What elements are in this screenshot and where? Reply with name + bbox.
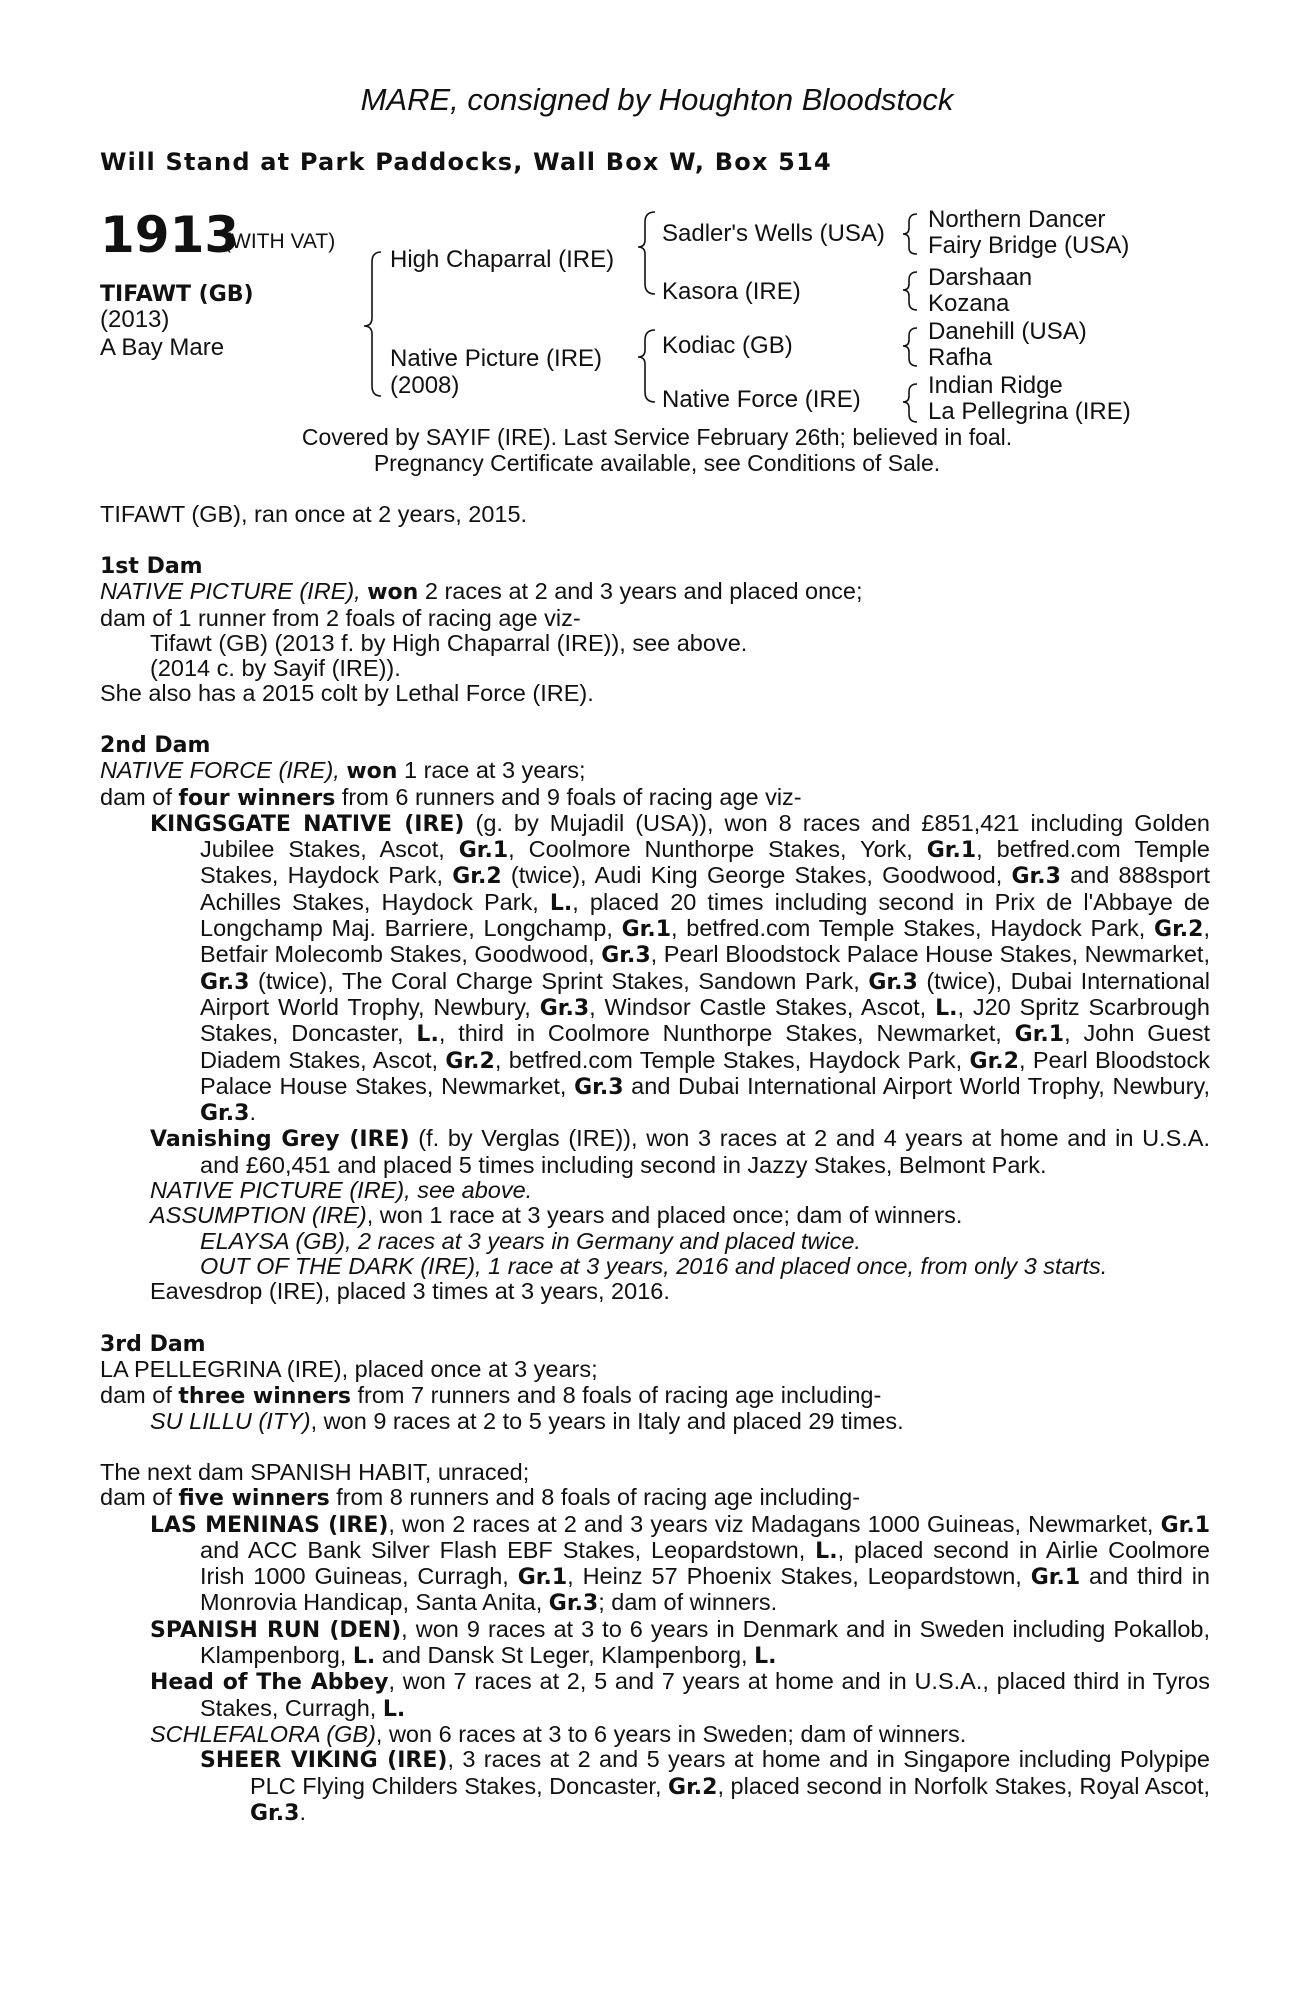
- ped-dam-dam: Native Force (IRE): [662, 386, 861, 413]
- dam-name: NATIVE FORCE (IRE): [100, 757, 334, 784]
- progeny-schlefalora: SCHLEFALORA (GB), won 6 races at 3 to 6 years in Sweden; dam of winners.: [150, 1720, 967, 1747]
- ped-ddd: La Pellegrina (IRE): [928, 398, 1131, 425]
- first-dam-progeny-2: (2014 c. by Sayif (IRE)).: [150, 655, 401, 682]
- first-dam-line-1: NATIVE PICTURE (IRE), won 2 races at 2 and 3 years and placed once;: [100, 578, 863, 606]
- horse-description: A Bay Mare: [100, 334, 225, 361]
- ped-sdd: Kozana: [928, 290, 1010, 317]
- dd-brace: [903, 384, 917, 422]
- covered-line-1: Covered by SAYIF (IRE). Last Service February 26th; believed in foal.: [301, 424, 1013, 450]
- third-dam-section: [100, 1332, 1210, 1434]
- page-title: MARE, consigned by Houghton Bloodstock: [360, 82, 954, 117]
- sd-brace: [903, 272, 917, 310]
- progeny-head-of-the-abbey: Head of The Abbey, won 7 races at 2, 5 and 7 years at home and in U.S.A., placed third in Tyros Stakes, Curragh, L.: [150, 1668, 1210, 1722]
- progeny-kingsgate-native: KINGSGATE NATIVE (IRE) (g. by Mujadil (USA)), won 8 races and £851,421 including Golden Jubilee Stakes, Ascot, Gr.1, Coolmore Nunthorpe Stakes, York, Gr.1, betfred.com Temple Stakes, Haydock Park, Gr.2 (twice), Audi King George Stakes, Goodwood, Gr.3 and 888sport Achilles Stakes, Haydock Park, L., placed 20 times including second in Prix de l'Abbaye de Longchamp Maj. Barriere, Longchamp, Gr.1, betfred.com Temple Stakes, Haydock Park, Gr.2, Betfair Molecomb Stakes, Goodwood, Gr.3, Pearl Bloodstock Palace House Stakes, Newmarket, Gr.3 (twice), The Coral Charge Sprint Stakes, Sandown Park, Gr.3 (twice), Dubai International Airport World Trophy, Newbury, Gr.3, Windsor Castle Stakes, Ascot, L., J20 Spritz Scarbrough Stakes, Doncaster, L., third in Coolmore Nunthorpe Stakes, Newmarket, Gr.1, John Guest Diadem Stakes, Ascot, Gr.2, betfred.com Temple Stakes, Haydock Park, Gr.2, Pearl Bloodstock Palace House Stakes, Newmarket, Gr.3 and Dubai International Airport World Trophy, Newbury, Gr.3.: [150, 809, 1210, 1127]
- progeny-out-of-the-dark: OUT OF THE DARK (IRE), 1 race at 3 years, 2016 and placed once, from only 3 starts.: [200, 1252, 1108, 1279]
- ped-dss: Danehill (USA): [928, 318, 1087, 345]
- progeny-assumption: ASSUMPTION (IRE), won 1 race at 3 years and placed once; dam of winners.: [150, 1202, 963, 1229]
- second-dam-heading: 2nd Dam: [100, 733, 211, 758]
- third-dam-line-2: dam of three winners from 7 runners and 8 foals of racing age including-: [100, 1381, 882, 1409]
- ds-brace: [903, 328, 917, 366]
- ped-sds: Darshaan: [928, 264, 1033, 291]
- next-dam-line-2: dam of five winners from 8 runners and 8 foals of racing age including-: [100, 1484, 861, 1512]
- intro-text: TIFAWT (GB), ran once at 2 years, 2015.: [100, 501, 528, 527]
- ss-brace: [903, 214, 917, 254]
- progeny-spanish-run: SPANISH RUN (DEN), won 9 races at 3 to 6 years in Denmark and in Sweden including Pokallob, Klampenborg, L. and Dansk St Leger, Klampenborg, L.: [150, 1615, 1210, 1670]
- next-dam-line-1: The next dam SPANISH HABIT, unraced;: [100, 1459, 530, 1485]
- first-dam-line-2: dam of 1 runner from 2 foals of racing age viz-: [100, 604, 581, 631]
- ped-dam: Native Picture (IRE): [390, 345, 603, 372]
- second-dam-line-2: dam of four winners from 6 runners and 9 foals of racing age viz-: [100, 783, 802, 811]
- ped-dam-year: (2008): [390, 372, 460, 399]
- progeny-elaysa: ELAYSA (GB), 2 races at 3 years in Germany and placed twice.: [200, 1227, 861, 1254]
- ped-dds: Indian Ridge: [928, 372, 1063, 399]
- first-dam-line-5: She also has a 2015 colt by Lethal Force (IRE).: [100, 680, 594, 707]
- progeny-native-picture: NATIVE PICTURE (IRE), see above.: [150, 1177, 533, 1204]
- covered-line-2: Pregnancy Certificate available, see Conditions of Sale.: [373, 450, 941, 476]
- first-dam-heading: 1st Dam: [100, 554, 203, 579]
- progeny-vanishing-grey: Vanishing Grey (IRE) (f. by Verglas (IRE)), won 3 races at 2 and 4 years at home and in U.S.A. and £60,451 and placed 5 times including second in Jazzy Stakes, Belmont Park.: [150, 1125, 1210, 1178]
- race-record-intro: [100, 502, 1210, 527]
- ped-dam-sire: Kodiac (GB): [662, 332, 793, 359]
- dam-brace: [638, 330, 655, 402]
- third-dam-line-1: LA PELLEGRINA (IRE), placed once at 3 years;: [100, 1356, 598, 1383]
- second-dam-section: [100, 733, 1210, 1305]
- stand-location: Will Stand at Park Paddocks, Wall Box W, Box 514: [100, 148, 832, 176]
- second-dam-line-1: NATIVE FORCE (IRE), won 1 race at 3 years;: [100, 757, 586, 785]
- lot-number: 1913: [100, 206, 240, 264]
- sire-brace: [638, 212, 655, 294]
- pedigree-braces: [0, 0, 1314, 440]
- ped-sire-dam: Kasora (IRE): [662, 278, 801, 305]
- vat-note: (WITH VAT): [224, 230, 336, 253]
- first-dam-section: [100, 554, 1210, 707]
- ped-sire-sire: Sadler's Wells (USA): [662, 220, 885, 247]
- progeny-las-meninas: LAS MENINAS (IRE), won 2 races at 2 and 3 years viz Madagans 1000 Guineas, Newmarket, Gr.1 and ACC Bank Silver Flash EBF Stakes, Leopardstown, L., placed second in Airlie Coolmore Irish 1000 Guineas, Curragh, Gr.1, Heinz 57 Phoenix Stakes, Leopardstown, Gr.1 and third in Monrovia Handicap, Santa Anita, Gr.3; dam of winners.: [150, 1510, 1210, 1617]
- dam-name: NATIVE PICTURE (IRE): [100, 578, 355, 605]
- ped-sire: High Chaparral (IRE): [390, 246, 615, 273]
- horse-name: TIFAWT (GB): [100, 282, 254, 307]
- foaling-year: (2013): [100, 306, 170, 333]
- progeny-eavesdrop: Eavesdrop (IRE), placed 3 times at 3 years, 2016.: [150, 1278, 670, 1305]
- next-dam-section: [100, 1460, 1210, 1826]
- ped-sss: Northern Dancer: [928, 206, 1106, 233]
- progeny-sheer-viking: SHEER VIKING (IRE), 3 races at 2 and 5 years at home and in Singapore including Polypipe PLC Flying Childers Stakes, Doncaster, Gr.2, placed second in Norfolk Stakes, Royal Ascot, Gr.3.: [200, 1746, 1211, 1826]
- first-dam-progeny-1: Tifawt (GB) (2013 f. by High Chaparral (IRE)), see above.: [150, 629, 748, 656]
- ped-ssd: Fairy Bridge (USA): [928, 232, 1130, 259]
- third-dam-heading: 3rd Dam: [100, 1332, 206, 1357]
- main-brace: [364, 252, 381, 396]
- ped-dsd: Rafha: [928, 344, 993, 371]
- progeny-su-lillu: SU LILLU (ITY), won 9 races at 2 to 5 years in Italy and placed 29 times.: [150, 1407, 904, 1434]
